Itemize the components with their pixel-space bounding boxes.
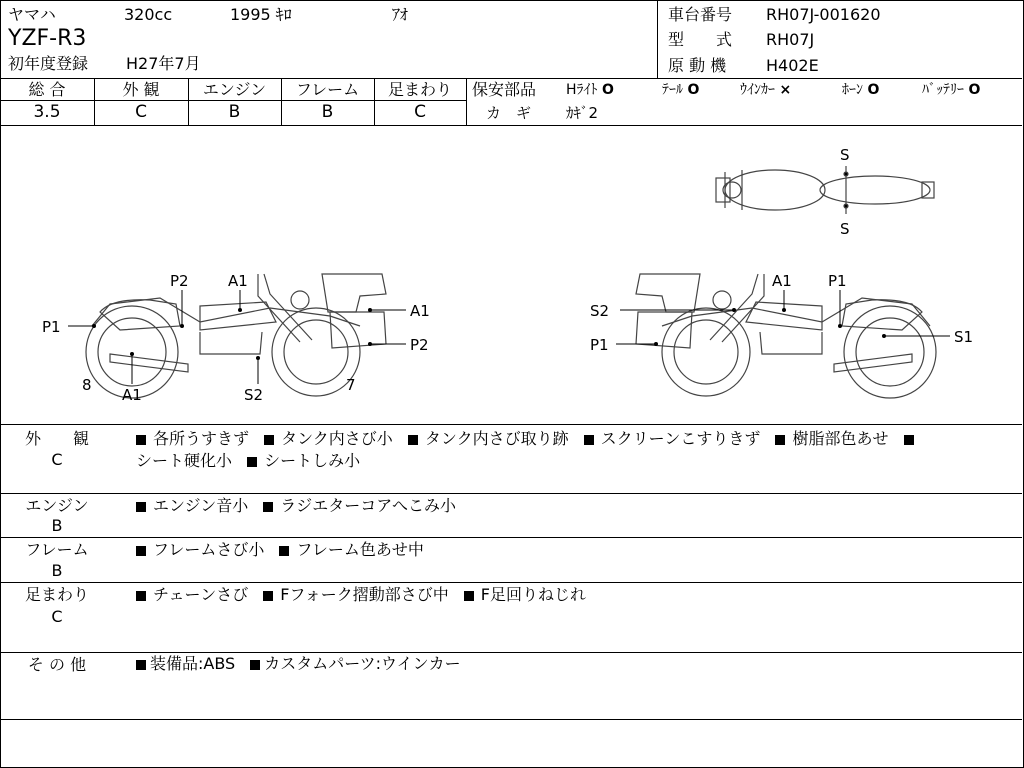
damage-label: P1 (590, 336, 609, 354)
safety-item-mark: O (968, 82, 981, 98)
grade-exterior: C (135, 102, 147, 122)
grade-overall: 3.5 (33, 102, 61, 122)
bullet-icon (263, 502, 273, 512)
displacement: 320cc (124, 5, 173, 24)
damage-label: A1 (410, 302, 430, 320)
divider (466, 78, 467, 125)
comment-item: F足回りねじれ (480, 585, 587, 604)
section-grade-exterior: C (51, 450, 63, 469)
divider (0, 493, 1022, 494)
engine-model-label: 原 動 機 (668, 56, 727, 75)
bullet-icon (136, 591, 146, 601)
key-label: カ ギ (486, 104, 532, 122)
section-label-exterior: 外 観 (24, 429, 89, 448)
comment-item: タンク内さび小 (281, 429, 393, 448)
section-label-other: そ の 他 (27, 655, 87, 674)
safety-horn (842, 81, 879, 99)
section-label-frame: フレーム (25, 540, 89, 559)
grade-header-engine: エンジン (202, 80, 267, 99)
damage-label: S2 (590, 302, 610, 320)
section-grade-frame: B (51, 561, 63, 580)
comment-item: フレーム色あせ中 (296, 540, 424, 559)
section-label-suspension: 足まわり (24, 585, 89, 604)
safety-battery (922, 81, 980, 99)
model-type-label: 型 式 (668, 30, 733, 49)
comment-item: スクリーンこすりきず (600, 429, 761, 448)
damage-label: P2 (170, 272, 189, 290)
bullet-icon (263, 591, 273, 601)
first-registration-value: H27年7月 (126, 54, 201, 73)
section-comments-suspension (136, 584, 586, 606)
grade-header-suspension: 足まわり (387, 80, 452, 99)
bullet-icon (264, 435, 274, 445)
comment-item: フレームさび小 (153, 540, 265, 559)
section-grade-engine: B (51, 516, 63, 535)
engine-model: H402E (766, 56, 819, 75)
damage-label: A1 (772, 272, 792, 290)
damage-diagram (0, 126, 1022, 424)
damage-label: P2 (410, 336, 429, 354)
bullet-icon (464, 591, 474, 601)
safety-item-mark: O (601, 82, 614, 98)
grade-engine: B (228, 102, 241, 122)
section-comments-engine (136, 495, 456, 517)
damage-label: 8 (82, 376, 92, 394)
top-label-s: S (840, 220, 850, 238)
bullet-icon (584, 435, 594, 445)
safety-item-mark: × (779, 82, 792, 98)
divider (657, 0, 658, 78)
safety-item-name: ﾃｰﾙ (662, 82, 683, 98)
comment-item: エンジン音小 (153, 496, 249, 515)
divider (0, 719, 1022, 720)
grade-header-overall: 総 合 (28, 80, 66, 99)
divider (0, 78, 1022, 79)
color: ｱｵ (392, 5, 409, 24)
damage-label: S2 (244, 386, 264, 404)
section-label-engine: エンジン (25, 496, 89, 515)
model-name: YZF-R3 (8, 26, 87, 51)
bullet-icon (250, 660, 260, 670)
first-registration-label: 初年度登録 (8, 54, 89, 73)
section-comments-other (136, 653, 461, 675)
comment-item: Fフォーク摺動部さび中 (280, 585, 449, 604)
bullet-icon (136, 546, 146, 556)
safety-headlight (566, 81, 614, 99)
bullet-icon (408, 435, 418, 445)
grade-header-frame: フレーム (295, 80, 360, 99)
comment-item: シート硬化小 (136, 451, 233, 470)
grade-suspension: C (414, 102, 426, 122)
comment-item: タンク内さび取り跡 (424, 429, 569, 448)
grade-frame: B (321, 102, 334, 122)
safety-item-name: ｳｲﾝｶｰ (740, 82, 775, 98)
comment-item: 各所うすきず (153, 429, 250, 448)
safety-winker (740, 81, 791, 99)
comment-item: チェーンさび (153, 585, 249, 604)
bike-left-view (86, 274, 386, 398)
frame-number-label: 車台番号 (668, 5, 733, 24)
comment-item: 樹脂部色あせ (792, 429, 889, 448)
divider (0, 424, 1022, 425)
maker: ヤマハ (8, 5, 56, 24)
section-grade-suspension: C (51, 607, 63, 626)
comment-item: カスタムパーツ:ウインカー (264, 654, 461, 673)
comment-item: 装備品:ABS (150, 654, 236, 673)
bullet-icon (904, 435, 914, 445)
damage-label: A1 (122, 386, 142, 404)
grade-header-exterior: 外 観 (122, 80, 160, 99)
bullet-icon (247, 457, 257, 467)
safety-item-mark: O (867, 82, 880, 98)
frame-number: RH07J-001620 (766, 5, 881, 24)
safety-item-name: ﾎｰﾝ (842, 82, 863, 98)
bullet-icon (136, 660, 146, 670)
comment-item: ラジエターコアへこみ小 (280, 496, 456, 515)
comment-item: シートしみ小 (264, 451, 361, 470)
section-comments-frame (136, 539, 424, 561)
safety-item-name: ﾊﾞｯﾃﾘｰ (922, 82, 964, 98)
safety-parts-label: 保安部品 (472, 80, 537, 99)
damage-label: P1 (828, 272, 847, 290)
top-label-s: S (840, 146, 850, 164)
model-type: RH07J (766, 30, 815, 49)
mileage: 1995 ｷﾛ (230, 5, 292, 24)
damage-label: A1 (228, 272, 248, 290)
divider (0, 537, 1022, 538)
safety-taillight (662, 81, 699, 99)
bullet-icon (775, 435, 785, 445)
divider (0, 582, 1022, 583)
bullet-icon (136, 502, 146, 512)
damage-label: S1 (954, 328, 974, 346)
damage-label: 7 (346, 376, 356, 394)
damage-label: P1 (42, 318, 61, 336)
section-comments-exterior (136, 428, 996, 472)
bike-top-view (716, 166, 934, 214)
bullet-icon (279, 546, 289, 556)
bullet-icon (136, 435, 146, 445)
key-value: ｶｷﾞ2 (566, 104, 599, 122)
safety-item-name: Hﾗｲﾄ (566, 82, 598, 98)
divider (0, 100, 466, 101)
safety-item-mark: O (687, 82, 700, 98)
